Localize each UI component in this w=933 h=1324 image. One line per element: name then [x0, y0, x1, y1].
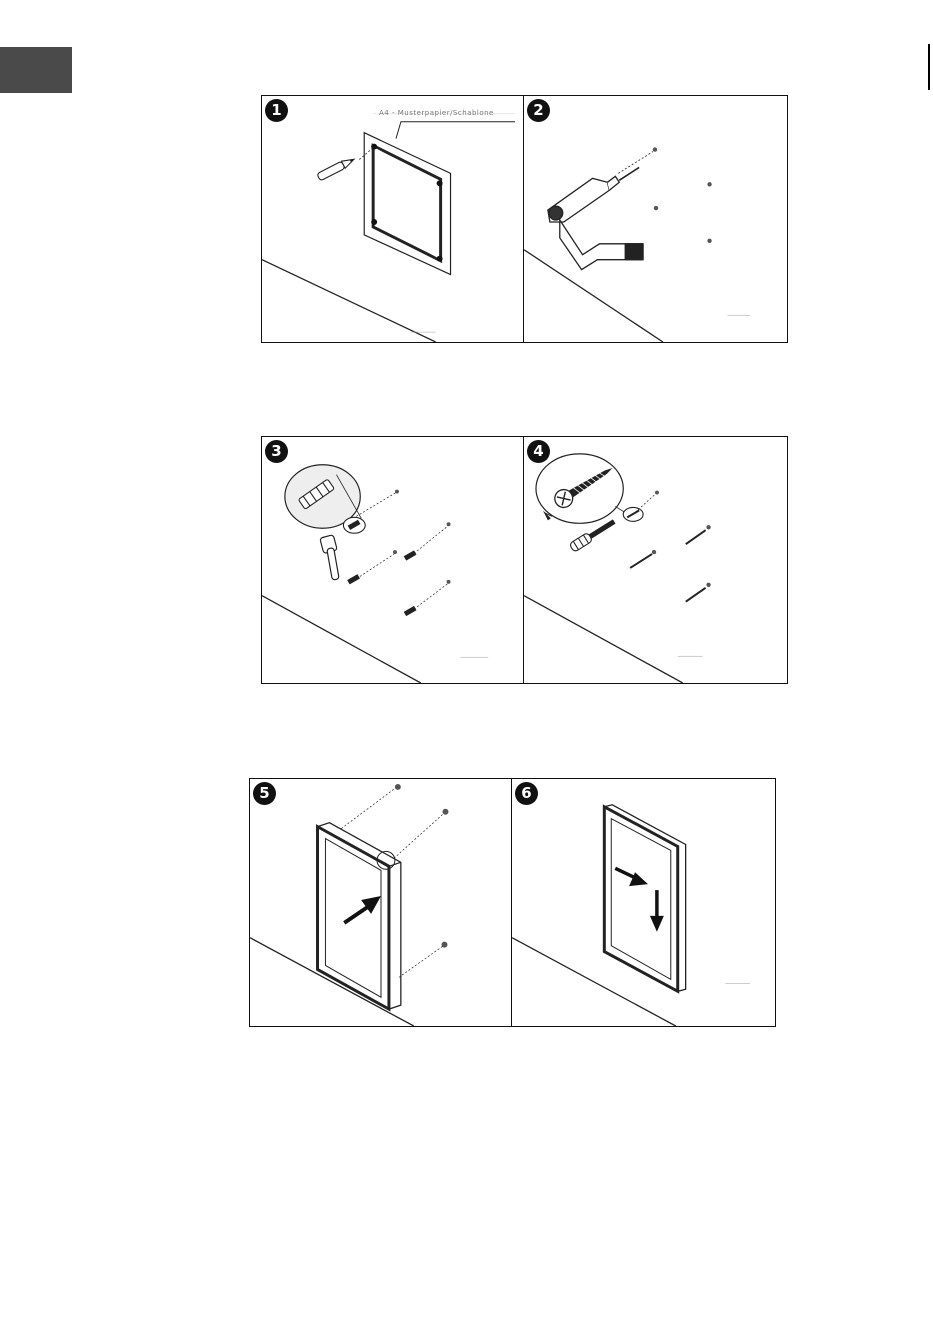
- step-3-badge: 3: [265, 440, 288, 463]
- step-4-badge: 4: [527, 440, 550, 463]
- page-edge-marker: [928, 44, 930, 90]
- step-6-illustration: [512, 779, 775, 1026]
- step-1-callout: A4 - Musterpapier/Schablone: [379, 109, 494, 117]
- step-5-panel: [249, 778, 513, 1027]
- step-1-badge: 1: [265, 99, 288, 122]
- step-2-badge: 2: [527, 99, 550, 122]
- language-tab: [0, 47, 72, 93]
- step-5-badge: 5: [253, 782, 276, 805]
- step-3-panel: [261, 436, 525, 684]
- step-2-illustration: [524, 96, 787, 342]
- step-5-illustration: [250, 779, 512, 1026]
- step-3-illustration: [262, 437, 524, 683]
- step-6-panel: [511, 778, 776, 1027]
- step-1-panel: [261, 95, 525, 343]
- step-4-illustration: [524, 437, 787, 683]
- step-4-panel: [523, 436, 788, 684]
- step-1-illustration: [262, 96, 524, 342]
- step-2-panel: [523, 95, 788, 343]
- step-6-badge: 6: [515, 782, 538, 805]
